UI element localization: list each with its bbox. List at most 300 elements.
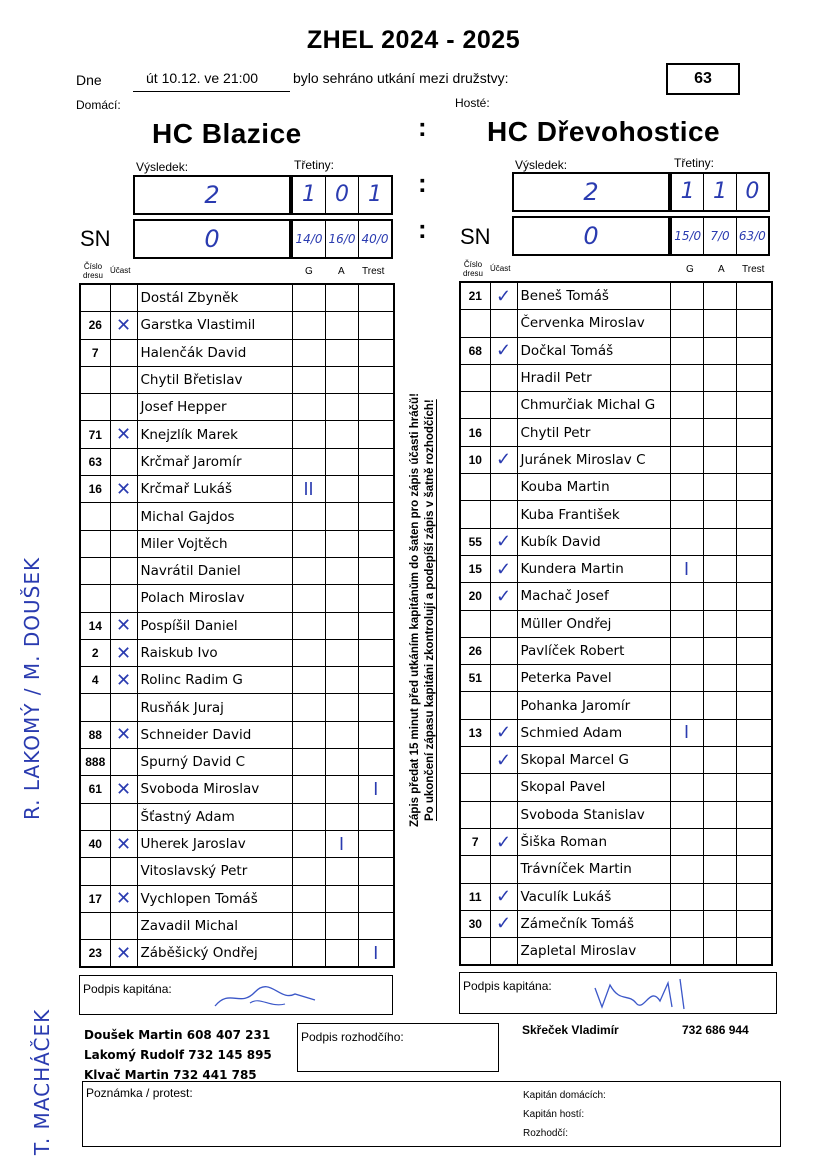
penalty-cell[interactable] [736, 364, 772, 391]
participation-mark[interactable] [110, 503, 137, 530]
penalty-cell[interactable] [736, 392, 772, 419]
participation-mark[interactable] [490, 692, 517, 719]
goals-cell[interactable] [670, 801, 703, 828]
assists-cell[interactable] [325, 339, 358, 366]
assists-cell[interactable] [325, 557, 358, 584]
assists-cell[interactable] [325, 749, 358, 776]
home-period-2: 0 [326, 177, 359, 213]
jersey-number[interactable]: 63 [80, 448, 110, 475]
goals-cell[interactable]: II [292, 476, 325, 503]
participation-mark[interactable]: ✓ [490, 282, 517, 310]
participation-mark[interactable]: ✕ [110, 421, 137, 448]
goals-cell[interactable] [292, 557, 325, 584]
penalty-cell[interactable] [358, 639, 394, 666]
jersey-number[interactable] [460, 856, 490, 883]
assists-cell[interactable] [703, 310, 736, 337]
jersey-number[interactable]: 888 [80, 749, 110, 776]
goals-cell[interactable] [292, 448, 325, 475]
penalty-cell[interactable] [358, 557, 394, 584]
away-period-2: 1 [704, 174, 736, 210]
jersey-number[interactable]: 10 [460, 446, 490, 473]
participation-mark[interactable]: ✕ [110, 940, 137, 968]
penalty-cell[interactable] [736, 828, 772, 855]
referee-phone: 732 686 944 [682, 1023, 749, 1037]
participation-mark[interactable]: ✕ [110, 612, 137, 639]
separator-colon: : [418, 112, 427, 142]
home-shots-box [291, 219, 393, 259]
penalty-cell[interactable] [736, 282, 772, 310]
center-notice [408, 330, 438, 890]
participation-mark[interactable] [110, 694, 137, 721]
jersey-number[interactable]: 30 [460, 910, 490, 937]
goals-cell[interactable] [292, 339, 325, 366]
assists-cell[interactable] [703, 801, 736, 828]
participation-mark[interactable] [110, 366, 137, 393]
away-captain-signature-box[interactable] [459, 972, 777, 1014]
home-captain-sig-label: Podpis kapitána: [83, 982, 172, 996]
goals-cell[interactable] [670, 747, 703, 774]
table-row [80, 530, 394, 557]
assists-cell[interactable] [325, 940, 358, 968]
participation-mark[interactable] [490, 665, 517, 692]
participation-mark[interactable] [490, 856, 517, 883]
penalty-cell[interactable] [358, 448, 394, 475]
penalty-cell[interactable] [358, 694, 394, 721]
goals-cell[interactable] [292, 585, 325, 612]
goals-cell[interactable] [292, 530, 325, 557]
table-row [460, 501, 772, 528]
participation-mark[interactable] [110, 585, 137, 612]
participation-mark[interactable] [490, 801, 517, 828]
jersey-number[interactable] [460, 392, 490, 419]
assists-cell[interactable] [703, 938, 736, 966]
goals-cell[interactable] [292, 721, 325, 748]
penalty-cell[interactable] [358, 858, 394, 885]
participation-mark[interactable]: ✓ [490, 828, 517, 855]
jersey-number[interactable] [460, 501, 490, 528]
assists-cell[interactable] [703, 747, 736, 774]
player-name: Garstka Vlastimil [137, 312, 292, 339]
player-name: Dostál Zbyněk [137, 284, 292, 312]
penalty-cell[interactable] [736, 719, 772, 746]
jersey-number[interactable] [80, 912, 110, 939]
goals-cell[interactable] [292, 749, 325, 776]
assists-cell[interactable] [703, 637, 736, 664]
player-name: Krčmař Lukáš [137, 476, 292, 503]
assists-cell[interactable] [325, 694, 358, 721]
jersey-number[interactable]: 11 [460, 883, 490, 910]
assists-cell[interactable] [325, 585, 358, 612]
played-text: bylo sehráno utkání mezi družstvy: [293, 70, 509, 86]
penalty-cell[interactable] [358, 284, 394, 312]
assists-cell[interactable] [703, 910, 736, 937]
participation-mark[interactable] [490, 610, 517, 637]
player-name: Machač Josef [517, 583, 670, 610]
jersey-number[interactable]: 14 [80, 612, 110, 639]
assists-cell[interactable] [703, 883, 736, 910]
penalty-cell[interactable]: I [358, 940, 394, 968]
participation-mark[interactable]: ✕ [110, 885, 137, 912]
jersey-number[interactable]: 13 [460, 719, 490, 746]
goals-cell[interactable] [670, 501, 703, 528]
assists-cell[interactable] [325, 284, 358, 312]
goals-cell[interactable] [670, 828, 703, 855]
participation-mark[interactable]: ✕ [110, 639, 137, 666]
jersey-number[interactable]: 16 [80, 476, 110, 503]
goals-cell[interactable] [292, 639, 325, 666]
away-sn-label: SN [460, 224, 491, 249]
away-col-num: Číslo dresu [462, 260, 483, 278]
home-roster-table [79, 283, 395, 968]
jersey-number[interactable] [460, 747, 490, 774]
penalty-cell[interactable] [736, 528, 772, 555]
penalty-cell[interactable] [736, 555, 772, 582]
jersey-number[interactable] [80, 530, 110, 557]
participation-mark[interactable]: ✕ [110, 721, 137, 748]
jersey-number[interactable]: 26 [460, 637, 490, 664]
jersey-number[interactable]: 20 [460, 583, 490, 610]
participation-mark[interactable] [110, 284, 137, 312]
table-row [80, 885, 394, 912]
home-col-num: Číslo dresu [82, 262, 103, 280]
goals-cell[interactable] [670, 637, 703, 664]
assists-cell[interactable] [325, 639, 358, 666]
participation-mark[interactable] [490, 392, 517, 419]
assists-cell[interactable] [703, 364, 736, 391]
jersey-number[interactable]: 7 [80, 339, 110, 366]
jersey-number[interactable]: 55 [460, 528, 490, 555]
jersey-number[interactable] [80, 858, 110, 885]
participation-mark[interactable]: ✕ [110, 776, 137, 803]
participation-mark[interactable]: ✓ [490, 883, 517, 910]
participation-mark[interactable] [490, 637, 517, 664]
jersey-number[interactable]: 26 [80, 312, 110, 339]
participation-mark[interactable]: ✕ [110, 476, 137, 503]
jersey-number[interactable] [460, 610, 490, 637]
participation-mark[interactable] [490, 310, 517, 337]
penalty-cell[interactable] [736, 501, 772, 528]
goals-cell[interactable] [292, 394, 325, 421]
table-row [460, 419, 772, 446]
assists-cell[interactable] [325, 776, 358, 803]
jersey-number[interactable] [460, 938, 490, 966]
home-col-pen: Trest [362, 266, 385, 277]
assists-cell[interactable] [325, 803, 358, 830]
penalty-cell[interactable] [358, 421, 394, 448]
assists-cell[interactable] [703, 446, 736, 473]
participation-mark[interactable] [110, 339, 137, 366]
home-sn-value: 0 [204, 225, 220, 253]
goals-cell[interactable] [292, 885, 325, 912]
participation-mark[interactable]: ✓ [490, 747, 517, 774]
penalty-cell[interactable] [358, 612, 394, 639]
assists-cell[interactable] [703, 282, 736, 310]
away-score-box [512, 172, 670, 212]
assists-cell[interactable] [325, 667, 358, 694]
penalty-cell[interactable] [736, 910, 772, 937]
referee-signature-box[interactable] [297, 1023, 499, 1072]
participation-mark[interactable] [110, 394, 137, 421]
participation-mark[interactable]: ✓ [490, 583, 517, 610]
participation-mark[interactable] [490, 938, 517, 966]
jersey-number[interactable] [460, 801, 490, 828]
goals-cell[interactable] [670, 282, 703, 310]
goals-cell[interactable] [670, 856, 703, 883]
goals-cell[interactable] [292, 503, 325, 530]
participation-mark[interactable]: ✓ [490, 719, 517, 746]
jersey-number[interactable] [80, 284, 110, 312]
jersey-number[interactable]: 15 [460, 555, 490, 582]
jersey-number[interactable]: 2 [80, 639, 110, 666]
player-name: Pospíšil Daniel [137, 612, 292, 639]
goals-cell[interactable] [292, 312, 325, 339]
penalty-cell[interactable] [736, 583, 772, 610]
jersey-number[interactable]: 7 [460, 828, 490, 855]
jersey-number[interactable] [80, 585, 110, 612]
participation-mark[interactable] [110, 912, 137, 939]
goals-cell[interactable] [292, 940, 325, 968]
participation-mark[interactable] [490, 501, 517, 528]
goals-cell[interactable] [670, 337, 703, 364]
goals-cell[interactable] [292, 667, 325, 694]
penalty-cell[interactable] [358, 394, 394, 421]
away-shots-2: 7/0 [704, 218, 736, 254]
participation-mark[interactable]: ✓ [490, 446, 517, 473]
participation-mark[interactable] [110, 448, 137, 475]
goals-cell[interactable] [670, 938, 703, 966]
assists-cell[interactable] [703, 392, 736, 419]
penalty-cell[interactable] [358, 885, 394, 912]
penalty-cell[interactable] [358, 585, 394, 612]
penalty-cell[interactable] [736, 692, 772, 719]
jersey-number[interactable] [80, 803, 110, 830]
goals-cell[interactable] [670, 583, 703, 610]
jersey-number[interactable]: 23 [80, 940, 110, 968]
jersey-number[interactable] [80, 694, 110, 721]
penalty-cell[interactable] [736, 665, 772, 692]
player-name: Michal Gajdos [137, 503, 292, 530]
goals-cell[interactable] [292, 858, 325, 885]
assists-cell[interactable] [325, 885, 358, 912]
jersey-number[interactable] [460, 310, 490, 337]
jersey-number[interactable] [460, 774, 490, 801]
goals-cell[interactable] [670, 364, 703, 391]
table-row [80, 639, 394, 666]
penalty-cell[interactable] [358, 503, 394, 530]
assists-cell[interactable] [703, 419, 736, 446]
penalty-cell[interactable] [358, 476, 394, 503]
penalty-cell[interactable] [736, 801, 772, 828]
assists-cell[interactable] [325, 530, 358, 557]
assists-cell[interactable] [703, 828, 736, 855]
participation-mark[interactable] [110, 803, 137, 830]
separator-colon: : [418, 168, 427, 198]
assists-cell[interactable] [703, 555, 736, 582]
goals-cell[interactable] [292, 803, 325, 830]
penalty-cell[interactable] [358, 912, 394, 939]
goals-cell[interactable] [670, 910, 703, 937]
table-row [460, 282, 772, 310]
jersey-number[interactable]: 40 [80, 830, 110, 857]
home-captain-signature-box[interactable] [79, 975, 393, 1015]
goals-cell[interactable] [292, 612, 325, 639]
penalty-cell[interactable] [358, 339, 394, 366]
participation-mark[interactable]: ✕ [110, 830, 137, 857]
participation-mark[interactable] [110, 530, 137, 557]
home-result-label: Výsledek: [136, 160, 189, 174]
table-row [80, 312, 394, 339]
goals-cell[interactable] [292, 830, 325, 857]
table-row [460, 392, 772, 419]
jersey-number[interactable]: 68 [460, 337, 490, 364]
home-shots-2: 16/0 [326, 221, 359, 257]
margin-note-upper: R. LAKOMÝ / M. DOUŠEK [20, 556, 44, 820]
goals-cell[interactable] [670, 419, 703, 446]
goals-cell[interactable] [670, 392, 703, 419]
table-row [460, 747, 772, 774]
jersey-number[interactable]: 17 [80, 885, 110, 912]
participation-mark[interactable] [490, 419, 517, 446]
assists-cell[interactable] [703, 528, 736, 555]
jersey-number[interactable] [80, 503, 110, 530]
assists-cell[interactable] [325, 858, 358, 885]
goals-cell[interactable]: I [670, 555, 703, 582]
jersey-number[interactable]: 21 [460, 282, 490, 310]
participation-mark[interactable] [490, 364, 517, 391]
participation-mark[interactable]: ✓ [490, 337, 517, 364]
table-row [80, 503, 394, 530]
assists-cell[interactable] [703, 583, 736, 610]
penalty-cell[interactable] [736, 310, 772, 337]
penalty-cell[interactable] [736, 610, 772, 637]
goals-cell[interactable] [292, 912, 325, 939]
penalty-cell[interactable] [358, 667, 394, 694]
penalty-cell[interactable] [358, 721, 394, 748]
penalty-cell[interactable] [358, 366, 394, 393]
goals-cell[interactable] [670, 883, 703, 910]
participation-mark[interactable]: ✕ [110, 312, 137, 339]
penalty-cell[interactable] [736, 474, 772, 501]
jersey-number[interactable]: 16 [460, 419, 490, 446]
note-protest-box[interactable] [82, 1081, 781, 1147]
assists-cell[interactable] [325, 721, 358, 748]
jersey-number[interactable] [80, 394, 110, 421]
participation-mark[interactable] [490, 474, 517, 501]
goals-cell[interactable] [670, 665, 703, 692]
penalty-cell[interactable] [736, 774, 772, 801]
assists-cell[interactable] [325, 312, 358, 339]
participation-mark[interactable] [110, 749, 137, 776]
jersey-number[interactable] [80, 557, 110, 584]
penalty-cell[interactable] [736, 446, 772, 473]
goals-cell[interactable] [670, 774, 703, 801]
player-name: Müller Ondřej [517, 610, 670, 637]
assists-cell[interactable] [703, 719, 736, 746]
jersey-number[interactable]: 51 [460, 665, 490, 692]
assists-cell[interactable] [703, 665, 736, 692]
participation-mark[interactable]: ✓ [490, 528, 517, 555]
assists-cell[interactable] [325, 912, 358, 939]
penalty-cell[interactable] [736, 637, 772, 664]
assists-cell[interactable]: I [325, 830, 358, 857]
table-row [80, 612, 394, 639]
goals-cell[interactable] [670, 446, 703, 473]
penalty-cell[interactable] [358, 749, 394, 776]
participation-mark[interactable] [490, 774, 517, 801]
match-number: 63 [666, 63, 740, 95]
participation-mark[interactable] [110, 858, 137, 885]
penalty-cell[interactable] [736, 419, 772, 446]
penalty-cell[interactable] [736, 883, 772, 910]
jersey-number[interactable] [80, 366, 110, 393]
participation-mark[interactable]: ✓ [490, 910, 517, 937]
penalty-cell[interactable] [358, 530, 394, 557]
goals-cell[interactable] [670, 610, 703, 637]
goals-cell[interactable] [670, 528, 703, 555]
goals-cell[interactable] [292, 776, 325, 803]
assists-cell[interactable] [325, 394, 358, 421]
goals-cell[interactable] [670, 474, 703, 501]
assists-cell[interactable] [325, 503, 358, 530]
goals-cell[interactable] [670, 692, 703, 719]
player-name: Kuba František [517, 501, 670, 528]
participation-mark[interactable]: ✕ [110, 667, 137, 694]
jersey-number[interactable]: 61 [80, 776, 110, 803]
assists-cell[interactable] [703, 501, 736, 528]
goals-cell[interactable]: I [670, 719, 703, 746]
jersey-number[interactable]: 88 [80, 721, 110, 748]
assists-cell[interactable] [703, 692, 736, 719]
penalty-cell[interactable] [736, 938, 772, 966]
goals-cell[interactable] [292, 284, 325, 312]
penalty-cell[interactable] [736, 747, 772, 774]
participation-mark[interactable]: ✓ [490, 555, 517, 582]
penalty-cell[interactable] [736, 856, 772, 883]
goals-cell[interactable] [292, 366, 325, 393]
assists-cell[interactable] [325, 612, 358, 639]
penalty-cell[interactable] [358, 803, 394, 830]
jersey-number[interactable]: 71 [80, 421, 110, 448]
jersey-number[interactable] [460, 474, 490, 501]
goals-cell[interactable] [292, 694, 325, 721]
assists-cell[interactable] [703, 856, 736, 883]
player-name: Uherek Jaroslav [137, 830, 292, 857]
contact-1: Doušek Martin 608 407 231 [84, 1028, 271, 1042]
goals-cell[interactable] [292, 421, 325, 448]
player-name: Polach Miroslav [137, 585, 292, 612]
participation-mark[interactable] [110, 557, 137, 584]
jersey-number[interactable] [460, 692, 490, 719]
assists-cell[interactable] [325, 421, 358, 448]
assists-cell[interactable] [703, 337, 736, 364]
penalty-cell[interactable] [736, 337, 772, 364]
away-label: Hosté: [455, 96, 490, 110]
assists-cell[interactable] [325, 448, 358, 475]
jersey-number[interactable] [460, 364, 490, 391]
goals-cell[interactable] [670, 310, 703, 337]
penalty-cell[interactable] [358, 830, 394, 857]
assists-cell[interactable] [325, 366, 358, 393]
assists-cell[interactable] [703, 474, 736, 501]
table-row [460, 474, 772, 501]
penalty-cell[interactable]: I [358, 776, 394, 803]
assists-cell[interactable] [703, 610, 736, 637]
penalty-cell[interactable] [358, 312, 394, 339]
separator-colon: : [418, 214, 427, 244]
jersey-number[interactable]: 4 [80, 667, 110, 694]
assists-cell[interactable] [703, 774, 736, 801]
assists-cell[interactable] [325, 476, 358, 503]
